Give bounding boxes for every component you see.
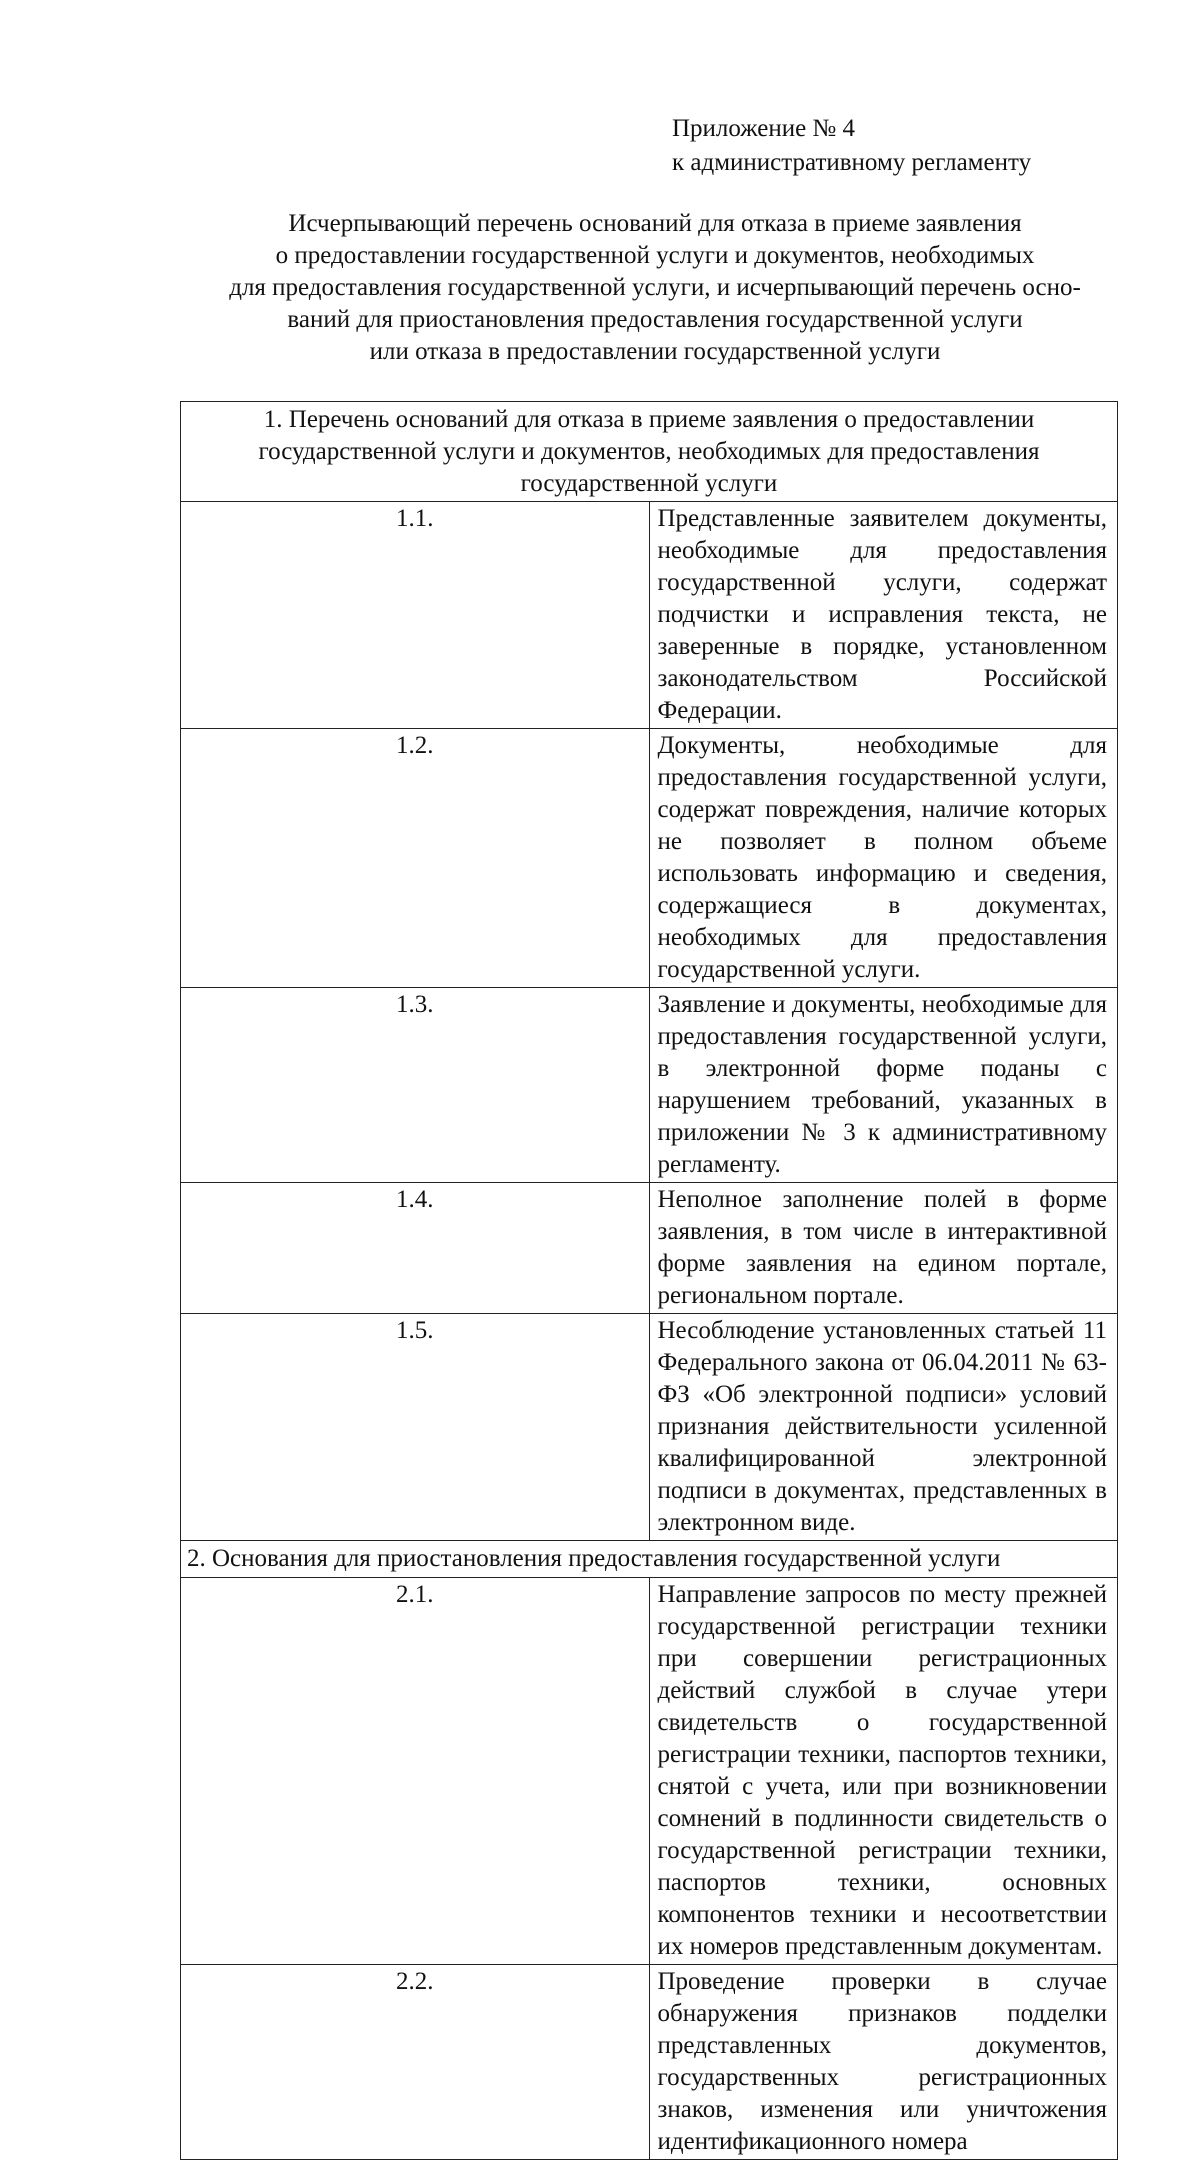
appendix-number: Приложение № 4 — [672, 115, 856, 142]
title-line: Исчерпывающий перечень оснований для отказа в приеме заявления — [288, 210, 1022, 237]
table-row — [181, 502, 1118, 729]
item-number: 1.3. — [181, 988, 650, 1183]
title-line: ваний для приостановления предоставления государственной услуги — [287, 306, 1023, 333]
item-text: Неполное заполнение полей в форме заявления, в том числе в интерактивной форме заявления на едином портале, региональном портале. — [649, 1183, 1118, 1314]
item-text: Документы, необходимые для предоставления государственной услуги, содержат повреждения, наличие которых не позволяет в полном объеме использовать информацию и сведения, содержащиеся в документах, необходимых для предоставления государственной услуги. — [649, 729, 1118, 988]
section-2-heading: 2. Основания для приостановления предоставления государственной услуги — [181, 1541, 1118, 1578]
appendix-subtitle: к административному регламенту — [672, 149, 1032, 176]
table-row — [181, 1314, 1118, 1541]
section-1-heading: 1. Перечень оснований для отказа в приеме заявления о предоставлении государственной услуги и документов, необходимых для предоставления государственной услуги — [181, 402, 1118, 502]
title-line: о предоставлении государственной услуги и документов, необходимых — [275, 242, 1035, 269]
title-line: для предоставления государственной услуги, и исчерпывающий перечень осно- — [229, 274, 1081, 301]
section-2-heading-row — [181, 1541, 1118, 1578]
title-line: или отказа в предоставлении государственной услуги — [369, 338, 941, 365]
item-text: Направление запросов по месту прежней государственной регистрации техники при совершении регистрационных действий службой в случае утери свидетельств о государственной регистрации техники, паспортов техники, снятой с учета, или при возникновении сомнений в подлинности свидетельств о государственной регистрации техники, паспортов техники, основных компонентов техники и несоответствии их номеров представленным документам. — [649, 1578, 1118, 1965]
item-number: 1.5. — [181, 1314, 650, 1541]
item-text: Заявление и документы, необходимые для предоставления государственной услуги, в электронной форме поданы с нарушением требований, указанных в приложении № 3 к административному регламенту. — [649, 988, 1118, 1183]
item-number: 2.2. — [181, 1965, 650, 2160]
appendix-reference — [672, 112, 1031, 180]
item-number: 1.1. — [181, 502, 650, 729]
grounds-table — [180, 401, 1118, 2160]
table-row — [181, 1578, 1118, 1965]
item-number: 1.2. — [181, 729, 650, 988]
section-1-heading-row — [181, 402, 1118, 502]
item-text: Несоблюдение установленных статьей 11 Федерального закона от 06.04.2011 № 63-ФЗ «Об электронной подписи» условий признания действительности усиленной квалифицированной электронной подписи в документах, представленных в электронном виде. — [649, 1314, 1118, 1541]
table-row — [181, 729, 1118, 988]
item-text: Представленные заявителем документы, необходимые для предоставления государственной услуги, содержат подчистки и исправления текста, не заверенные в порядке, установленном законодательством Российской Федерации. — [649, 502, 1118, 729]
table-row — [181, 1965, 1118, 2160]
item-number: 1.4. — [181, 1183, 650, 1314]
document-title — [160, 208, 1150, 368]
item-number: 2.1. — [181, 1578, 650, 1965]
item-text: Проведение проверки в случае обнаружения признаков подделки представленных документов, государственных регистрационных знаков, изменения или уничтожения идентификационного номера — [649, 1965, 1118, 2160]
table-row — [181, 1183, 1118, 1314]
table-row — [181, 988, 1118, 1183]
